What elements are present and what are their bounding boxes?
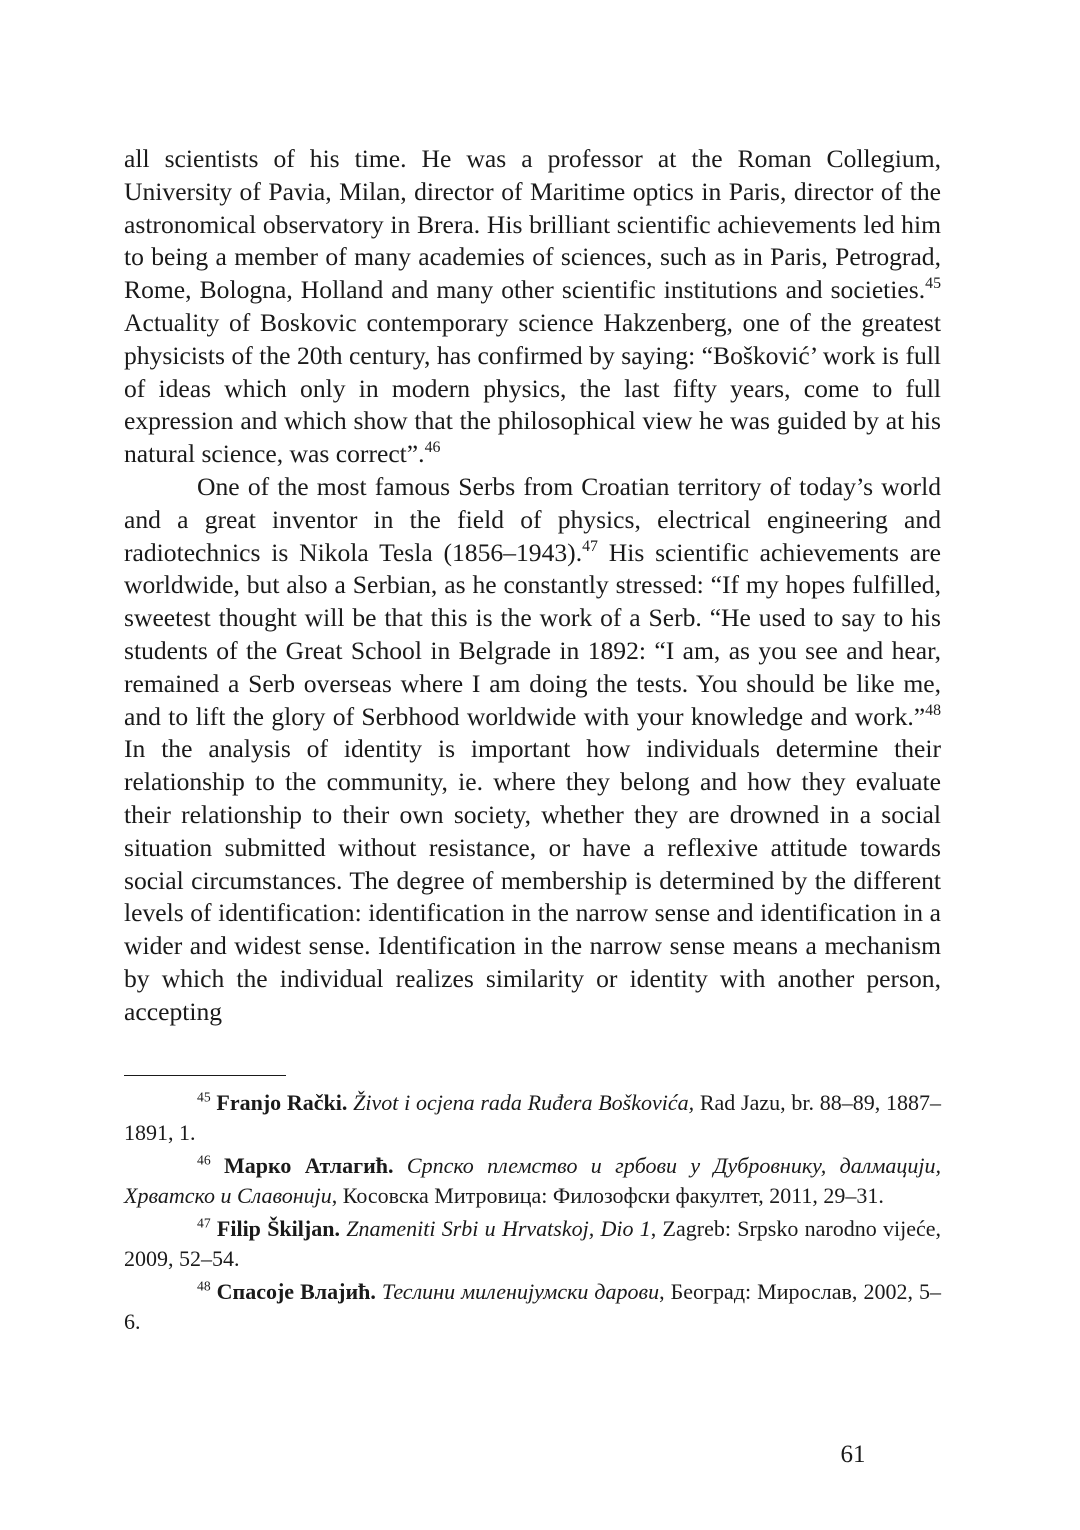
- paragraph-2-text-b: His scientific achievements are worldwide, but also a Serbian, as he constantly stressed: “If my hopes fulfilled, sweetest thought will be that this is the work of a Serb. “He used to say to his students of the Great School in Belgrade in 1892: “I am, as you see and hear, remained a Serb overseas where I am doing the tests. You should be like me, and to lift the glory of Serbhood worldwide with your knowledge and work.”: [124, 537, 941, 731]
- footnote-author: Franjo Rački.: [216, 1090, 348, 1115]
- footnote-citation: , Београд: Мирослав, 2002, 5–6.: [124, 1279, 941, 1334]
- footnote-author: Filip Škiljan.: [216, 1216, 340, 1241]
- footnote-title: Српско племство и грбови у Дубровнику, далмацији, Хрватско и Славонији: [124, 1153, 942, 1208]
- footnote-ref-48[interactable]: 48: [925, 701, 941, 719]
- page-number: 61: [840, 1441, 866, 1468]
- footnote-author: Спасоје Влајић.: [216, 1279, 376, 1304]
- paragraph-1-text-a: all scientists of his time. He was a professor at the Roman Collegium, University of Pavia, Milan, director of Maritime optics in Paris, director of the astronomical observatory in Brera. His brilliant scientific achievements led him to being a member of many academies of sciences, such as in Paris, Petrograd, Rome, Bologna, Holland and many other scientific institutions and societies.: [124, 144, 941, 305]
- footnote-45: [124, 1088, 941, 1148]
- paragraph-2: [124, 471, 941, 1029]
- footnote-ref-46[interactable]: 46: [424, 439, 441, 457]
- paragraph-2-text-a: One of the most famous Serbs from Croatian territory of today’s world and a great inventor in the field of physics, electrical engineering and radiotechnics is Nikola Tesla (1856–1943).: [124, 471, 941, 567]
- footnote-ref-47[interactable]: 47: [582, 537, 598, 555]
- footnote-citation: , Косовска Митровица: Филозофски факултет, 2011, 29–31.: [331, 1183, 884, 1208]
- footnote-number: 48: [197, 1278, 211, 1294]
- footnote-title: Znameniti Srbi u Hrvatskoj, Dio 1: [346, 1216, 651, 1241]
- paragraph-2-text-c: In the analysis of identity is important how individuals determine their relationship to the community, ie. where they belong and how they evaluate their relationship to their own society, whether they are drowned in a social situation submitted without resistance, or have a reflexive attitude towards social circumstances. The degree of membership is determined by the different levels of identification: identification in the narrow sense and identification in a wider and widest sense. Identification in the narrow sense means a mechanism by which the individual realizes similarity or identity with another person, accepting: [124, 734, 941, 1026]
- footnote-citation: Rad Jazu, br. 88–89, 1887–1891, 1.: [124, 1090, 941, 1145]
- footnote-title: Život i ocjena rada Ruđera Boškovića,: [353, 1090, 695, 1115]
- footnote-number: 47: [197, 1215, 211, 1231]
- paragraph-1: [124, 143, 941, 471]
- footnote-48: [124, 1277, 941, 1337]
- footnote-46: [124, 1151, 941, 1211]
- footnote-ref-45[interactable]: 45: [925, 275, 941, 293]
- footnote-number: 45: [197, 1089, 211, 1105]
- footnote-number: 46: [197, 1152, 211, 1168]
- footnotes: [124, 1088, 941, 1340]
- body-text: [124, 143, 941, 1029]
- page-body: [124, 143, 941, 1029]
- paragraph-1-text-b: Actuality of Boskovic contemporary science Hakzenberg, one of the greatest physicists of the 20th century, has confirmed by saying: “Bošković’ work is full of ideas which only in modern physics, the last fifty years, come to full expression and which show that the philosophical view he was guided by at his natural science, was correct”.: [124, 307, 941, 469]
- footnote-47: [124, 1214, 941, 1274]
- footnote-author: Марко Атлагић.: [223, 1153, 394, 1178]
- footnote-title: Теслини миленијумски дарови: [381, 1279, 660, 1304]
- footnote-citation: , Zagreb: Srpsko narodno vijeće, 2009, 52–54.: [124, 1216, 941, 1271]
- footnote-divider: [124, 1075, 286, 1076]
